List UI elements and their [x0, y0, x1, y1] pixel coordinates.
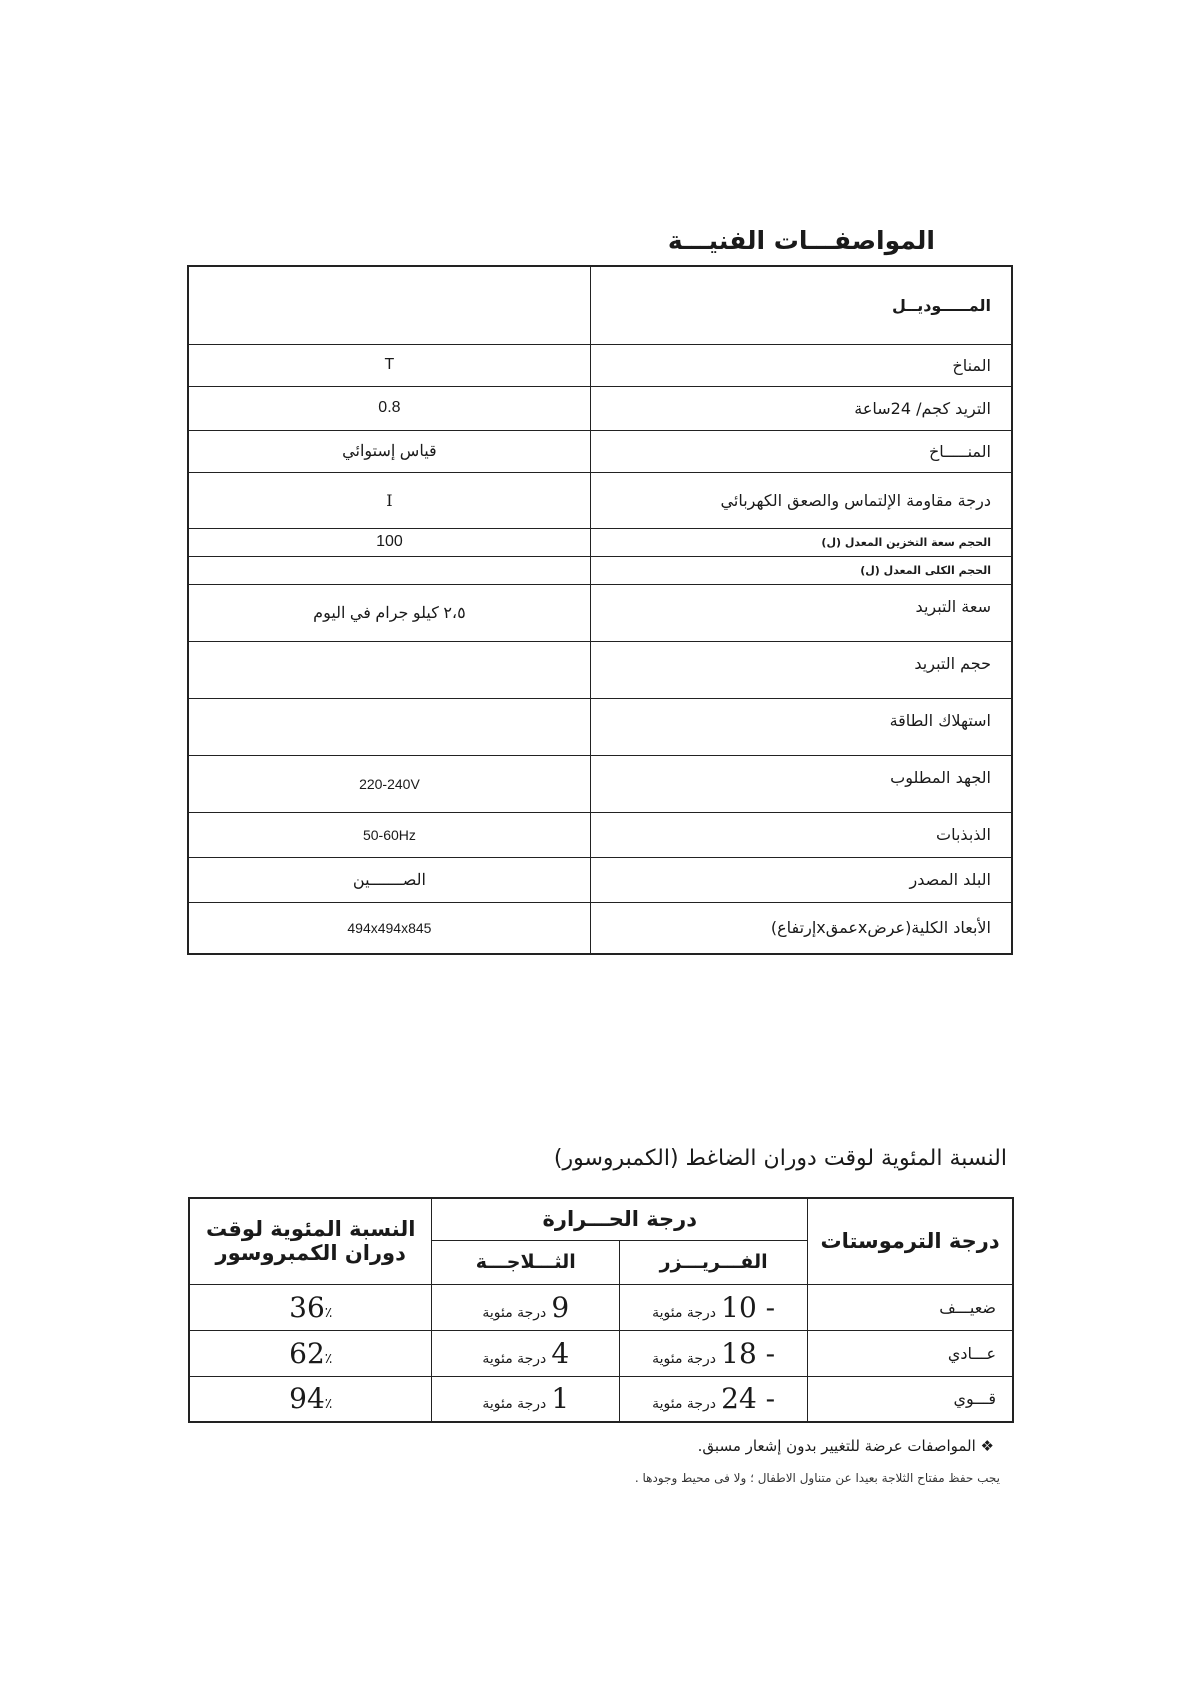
- spec-value: 220-240V: [188, 755, 590, 812]
- percent-cell: [189, 1284, 432, 1330]
- unit-label: درجة مئوية: [652, 1396, 717, 1413]
- spec-value: ٢،٥ كيلو جرام في اليوم: [188, 584, 590, 641]
- header-percent-line1: النسبة المئوية لوقت: [205, 1217, 416, 1242]
- fridge-cell: [432, 1376, 620, 1422]
- fridge-cell: [432, 1284, 620, 1330]
- unit-label: درجة مئوية: [482, 1304, 547, 1321]
- spec-value: 494x494x845: [188, 902, 590, 954]
- freezer-cell: [620, 1330, 808, 1376]
- freezer-cell: [620, 1284, 808, 1330]
- freezer-cell: [620, 1376, 808, 1422]
- percent-sign: ٪: [324, 1304, 333, 1321]
- spec-value: 50-60Hz: [188, 812, 590, 857]
- fridge-temp: 4: [551, 1336, 570, 1370]
- spec-label: استهلاك الطاقة: [590, 698, 1012, 755]
- spec-value: 0.8: [188, 386, 590, 430]
- spec-label: الأبعاد الكلية(عرضxعمقxإرتفاع): [590, 902, 1012, 954]
- percent-cell: [189, 1376, 432, 1422]
- spec-value: [188, 556, 590, 584]
- header-freezer: الفـــريـــزر: [620, 1240, 808, 1284]
- spec-value: [188, 641, 590, 698]
- percent-value: 62: [289, 1336, 325, 1370]
- header-percent: [189, 1198, 432, 1284]
- fridge-cell: [432, 1330, 620, 1376]
- spec-value: 100: [188, 528, 590, 556]
- header-percent-line2: دوران الكمبروسور: [215, 1241, 406, 1266]
- fridge-temp: 9: [551, 1290, 570, 1324]
- spec-label: الحجم الكلى المعدل (ل): [590, 556, 1012, 584]
- spec-label: المنـــــاخ: [590, 430, 1012, 472]
- percent-cell: [189, 1330, 432, 1376]
- spec-value: الصـــــــين: [188, 857, 590, 902]
- unit-label: درجة مئوية: [482, 1350, 547, 1367]
- header-temperature: درجة الحـــرارة: [432, 1198, 808, 1240]
- spec-label: الجهد المطلوب: [590, 755, 1012, 812]
- spec-value: I: [188, 472, 590, 528]
- spec-label: الذبذبات: [590, 812, 1012, 857]
- spec-value: T: [188, 344, 590, 386]
- spec-label: الحجم سعة التخزين المعدل (ل): [590, 528, 1012, 556]
- freezer-temp: - 10: [721, 1290, 776, 1324]
- percent-value: 94: [289, 1382, 325, 1416]
- spec-title: المواصفـــات الفنيـــة: [667, 226, 935, 255]
- percent-value: 36: [289, 1290, 325, 1324]
- header-thermostat: درجة الترموستات: [808, 1198, 1013, 1284]
- freezer-temp: - 18: [721, 1336, 776, 1370]
- spec-table: [187, 265, 1013, 955]
- thermostat-level: عـــادي: [808, 1330, 1013, 1376]
- spec-value: قياس إستوائي: [188, 430, 590, 472]
- model-value: [188, 266, 590, 344]
- thermostat-level: قـــوي: [808, 1376, 1013, 1422]
- unit-label: درجة مئوية: [482, 1396, 547, 1413]
- unit-label: درجة مئوية: [652, 1350, 717, 1367]
- spec-label: التريد كجم/ 24ساعة: [590, 386, 1012, 430]
- thermostat-level: ضعيـــف: [808, 1284, 1013, 1330]
- note-changes: ❖ المواصفات عرضة للتغيير بدون إشعار مسبق.: [697, 1437, 994, 1455]
- percent-sign: ٪: [324, 1396, 333, 1413]
- cycle-title: النسبة المئوية لوقت دوران الضاغط (الكمبروسور): [553, 1146, 1007, 1171]
- spec-label: حجم التبريد: [590, 641, 1012, 698]
- freezer-temp: - 24: [721, 1382, 776, 1416]
- header-fridge: الثـــلاجـــة: [432, 1240, 620, 1284]
- model-label: المـــــوديــل: [590, 266, 1012, 344]
- note-children: يجب حفظ مفتاح الثلاجة بعيدا عن متناول الاطفال ؛ ولا فى محيط وجودها .: [634, 1471, 1000, 1485]
- spec-label: سعة التبريد: [590, 584, 1012, 641]
- spec-label: المناخ: [590, 344, 1012, 386]
- unit-label: درجة مئوية: [652, 1304, 717, 1321]
- fridge-temp: 1: [551, 1382, 570, 1416]
- cycle-table: [188, 1197, 1014, 1423]
- spec-label: البلد المصدر: [590, 857, 1012, 902]
- percent-sign: ٪: [324, 1350, 333, 1367]
- spec-label: درجة مقاومة الإلتماس والصعق الكهربائي: [590, 472, 1012, 528]
- spec-value: [188, 698, 590, 755]
